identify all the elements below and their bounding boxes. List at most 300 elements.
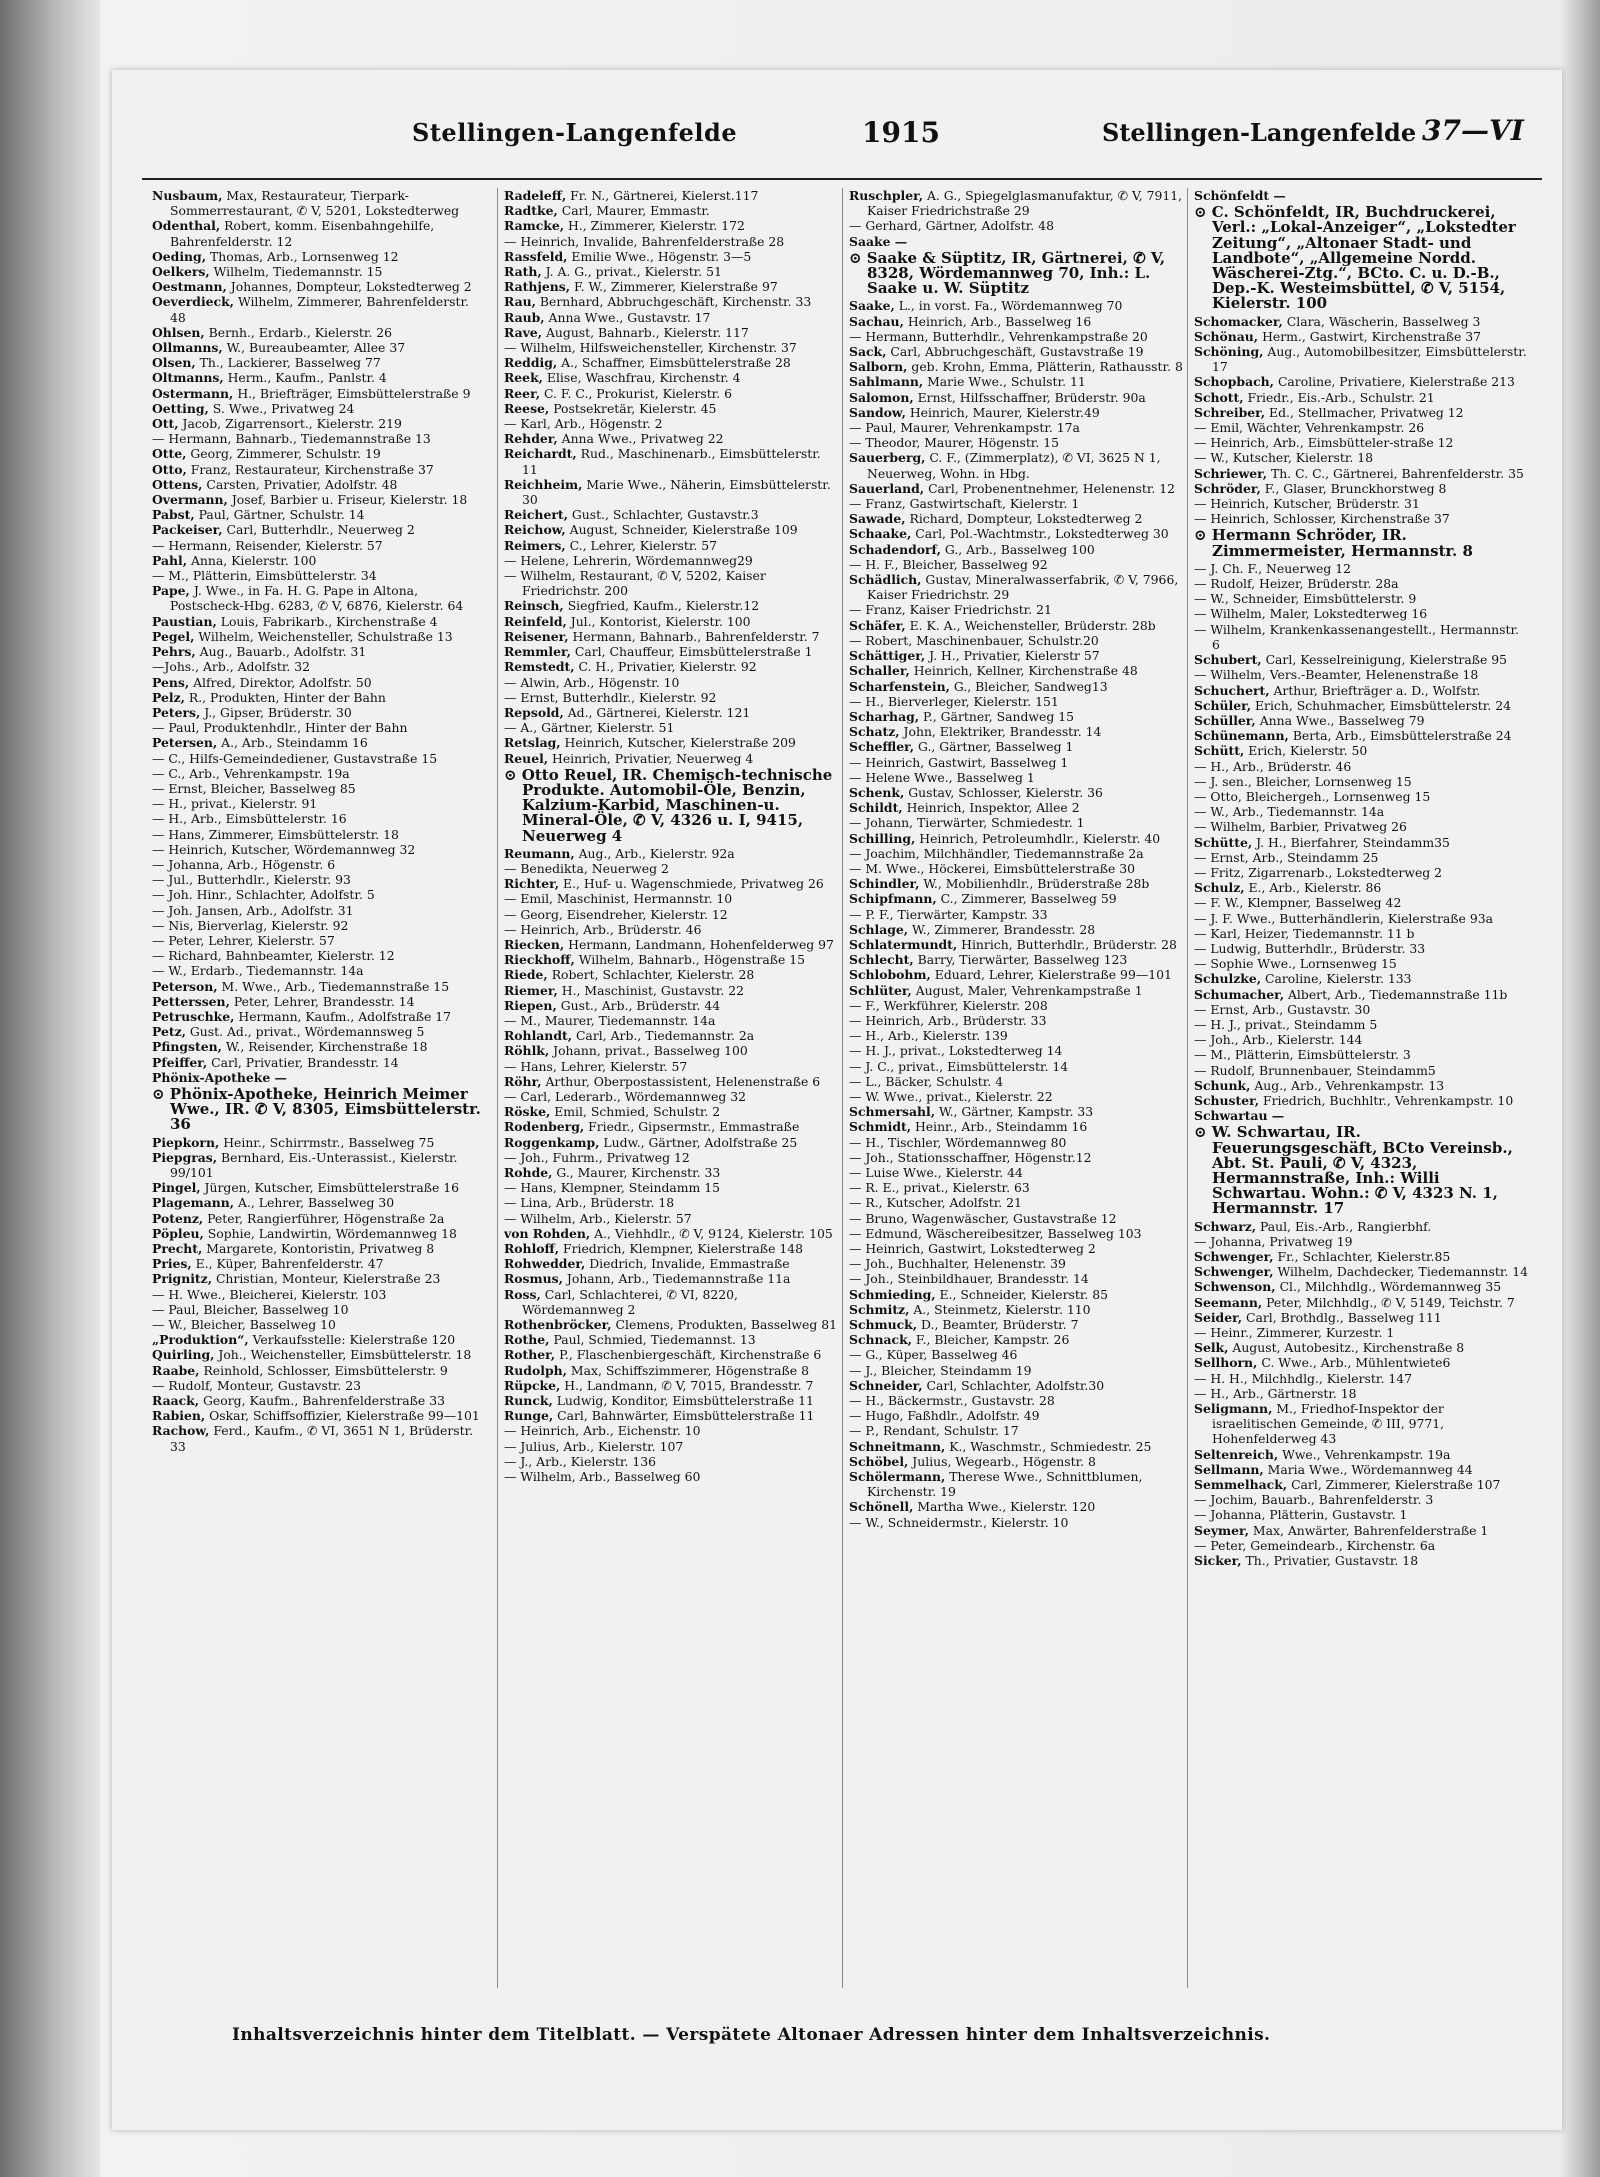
directory-entry xyxy=(152,538,487,553)
entry-name: Schildt, xyxy=(849,800,903,816)
directory-entry xyxy=(152,218,487,248)
directory-entry xyxy=(849,526,1184,541)
directory-entry xyxy=(1194,496,1529,511)
entry-details: E., Schneider, Kielerstr. 85 xyxy=(935,1286,1109,1302)
directory-entry xyxy=(504,1256,839,1271)
entry-name: Ohlsen, xyxy=(152,324,205,340)
entry-details: Martha Wwe., Kielerstr. 120 xyxy=(913,1499,1096,1515)
entry-name: Saake — xyxy=(849,233,908,249)
directory-entry xyxy=(152,1332,487,1347)
directory-entry xyxy=(504,1104,839,1119)
entry-details: IR. Zimmermeister, Hermannstr. 8 xyxy=(1212,526,1473,560)
directory-entry xyxy=(849,1180,1184,1195)
directory-entry xyxy=(152,1055,487,1070)
entry-details: — Wilhelm, Krankenkassenangestellt., Hermannstr. 6 xyxy=(1194,621,1519,652)
entry-details: Peter, Rangierführer, Högenstraße 2a xyxy=(203,1210,445,1226)
entry-details: J., Gipser, Brüderstr. 30 xyxy=(200,704,352,720)
directory-entry xyxy=(152,416,487,431)
directory-entry xyxy=(849,1347,1184,1362)
directory-entry xyxy=(849,907,1184,922)
directory-entry xyxy=(849,922,1184,937)
directory-entry xyxy=(504,1271,839,1286)
entry-details: Heinrich, Kutscher, Kielerstraße 209 xyxy=(560,735,796,751)
directory-entry xyxy=(849,1332,1184,1347)
directory-entry xyxy=(152,1180,487,1195)
entry-details: Th., Lackierer, Basselweg 77 xyxy=(195,355,381,371)
directory-entry xyxy=(504,1180,839,1195)
entry-name: Phönix-Apotheke — xyxy=(152,1069,287,1085)
directory-entry xyxy=(152,553,487,568)
entry-name: Ottens, xyxy=(152,476,203,492)
entry-details: — Lina, Arb., Brüderstr. 18 xyxy=(504,1195,675,1211)
directory-entry xyxy=(152,918,487,933)
entry-details: — Johanna, Privatweg 19 xyxy=(1194,1233,1353,1249)
directory-entry xyxy=(1194,1553,1529,1568)
directory-entry xyxy=(152,279,487,294)
entry-name: Reese, xyxy=(504,400,550,416)
entry-details: J. A. G., privat., Kielerstr. 51 xyxy=(541,264,722,280)
directory-entry xyxy=(152,766,487,781)
directory-entry xyxy=(504,1089,839,1104)
directory-entry xyxy=(1194,1017,1529,1032)
entry-name: Schmuck, xyxy=(849,1317,918,1333)
entry-name: Rehder, xyxy=(504,431,558,447)
directory-entry xyxy=(1194,606,1529,621)
directory-entry xyxy=(504,1135,839,1150)
directory-entry xyxy=(504,751,839,766)
directory-entry xyxy=(504,937,839,952)
directory-entry xyxy=(849,1302,1184,1317)
directory-entry xyxy=(504,218,839,233)
entry-name: Rabien, xyxy=(152,1408,206,1424)
directory-entry xyxy=(849,1241,1184,1256)
entry-name: Rassfeld, xyxy=(504,248,568,264)
entry-name: Rohloff, xyxy=(504,1241,560,1257)
directory-entry xyxy=(1194,819,1529,834)
entry-details: Anna Wwe., Gustavstr. 17 xyxy=(544,309,711,325)
entry-name: Pöpleu, xyxy=(152,1225,204,1241)
page-header xyxy=(112,110,1562,170)
directory-entry xyxy=(849,831,1184,846)
entry-details: — Paul, Produktenhdlr., Hinter der Bahn xyxy=(152,720,408,736)
entry-details: — A., Gärtner, Kielerstr. 51 xyxy=(504,720,675,736)
entry-details: — W., Schneider, Eimsbüttelerstr. 9 xyxy=(1194,591,1417,607)
entry-name: Selk, xyxy=(1194,1340,1229,1356)
directory-entry xyxy=(1194,759,1529,774)
directory-entry xyxy=(1194,466,1529,481)
directory-entry xyxy=(849,329,1184,344)
directory-entry xyxy=(1194,528,1529,558)
entry-details: L., in vorst. Fa., Wördemannweg 70 xyxy=(894,298,1123,314)
directory-entry xyxy=(1194,591,1529,606)
entry-name: Seemann, xyxy=(1194,1294,1263,1310)
directory-entry xyxy=(1194,1447,1529,1462)
directory-entry xyxy=(152,507,487,522)
entry-name: Oelkers, xyxy=(152,264,210,280)
entry-name: Schneider, xyxy=(849,1377,923,1393)
directory-entry xyxy=(849,1211,1184,1226)
entry-name: Runck, xyxy=(504,1393,553,1409)
directory-entry xyxy=(1194,1371,1529,1386)
entry-details: Jürgen, Kutscher, Eimsbüttelerstraße 16 xyxy=(200,1180,460,1196)
directory-entry xyxy=(504,1287,839,1317)
entry-details: — Robert, Maschinenbauer, Schulstr.20 xyxy=(849,632,1099,648)
entry-name: Schipfmann, xyxy=(849,891,937,907)
entry-name: Sack, xyxy=(849,344,887,360)
entry-details: — M., Plätterin, Eimsbüttelerstr. 34 xyxy=(152,568,377,584)
entry-details: Aug., Arb., Kielerstr. 92a xyxy=(574,845,735,861)
entry-details: Gustav, Schlosser, Kielerstr. 36 xyxy=(904,784,1103,800)
entry-details: — Heinrich, Kutscher, Wördemannweg 32 xyxy=(152,841,416,857)
entry-details: John, Elektriker, Brandesstr. 14 xyxy=(899,724,1102,740)
directory-entry xyxy=(1194,683,1529,698)
entry-details: — Otto, Bleichergeh., Lornsenweg 15 xyxy=(1194,788,1431,804)
entry-name: Rohde, xyxy=(504,1165,553,1180)
directory-entry xyxy=(152,781,487,796)
entry-details: F. W., Zimmerer, Kielerstraße 97 xyxy=(570,279,778,295)
directory-entry xyxy=(1194,1523,1529,1538)
entry-details: — P., Rendant, Schulstr. 17 xyxy=(849,1423,1019,1439)
entry-details: — W., Arb., Tiedemannstr. 14a xyxy=(1194,804,1385,820)
entry-name: Ollmanns, xyxy=(152,340,223,356)
directory-entry xyxy=(849,344,1184,359)
entry-name: Schönau, xyxy=(1194,328,1259,344)
directory-entry xyxy=(504,876,839,891)
directory-entry xyxy=(849,1226,1184,1241)
entry-name: Reichheim, xyxy=(504,476,583,492)
directory-entry xyxy=(504,538,839,553)
entry-details: Th., Privatier, Gustavstr. 18 xyxy=(1241,1553,1419,1569)
entry-name: Schmersahl, xyxy=(849,1104,936,1120)
entry-name: Rüpcke, xyxy=(504,1377,561,1393)
entry-details: Arthur, Oberpostassistent, Helenenstraße 6 xyxy=(541,1073,821,1089)
entry-details: — Ernst, Butterhdlr., Kielerstr. 92 xyxy=(504,689,717,705)
entry-details: Carl, Schlachterei, ✆ VI, 8220, Wördemannweg 2 xyxy=(522,1286,738,1317)
entry-details: Heinrich, Inspektor, Allee 2 xyxy=(902,800,1080,816)
directory-entry xyxy=(504,1059,839,1074)
entry-name: Rohlandt, xyxy=(504,1028,573,1044)
directory-entry xyxy=(1194,450,1529,465)
entry-name: Schopbach, xyxy=(1194,374,1274,390)
directory-entry xyxy=(152,1024,487,1039)
entry-name: Schütt, xyxy=(1194,743,1245,759)
entry-details: Wilhelm, Weichensteller, Schulstraße 13 xyxy=(194,628,453,644)
directory-entry xyxy=(504,294,839,309)
entry-name: Reichert, xyxy=(504,507,568,523)
directory-entry xyxy=(849,1378,1184,1393)
entry-details: H., Landmann, ✆ V, 7015, Brandesstr. 7 xyxy=(560,1377,814,1393)
directory-entry xyxy=(152,1256,487,1271)
entry-details: IR. ✆ V, 8305, Eimsbüttelerstr. 36 xyxy=(170,1100,481,1134)
entry-name: Schütte, xyxy=(1194,834,1253,850)
directory-entry xyxy=(504,1074,839,1089)
entry-details: — J., Bleicher, Steindamm 19 xyxy=(849,1362,1032,1378)
directory-entry xyxy=(1194,728,1529,743)
directory-entry xyxy=(849,248,1184,298)
entry-details: — Wilhelm, Vers.-Beamter, Helenenstraße 18 xyxy=(1194,667,1479,683)
entry-details: G., Maurer, Kirchenstr. 33 xyxy=(552,1165,721,1180)
entry-name: Scheffler, xyxy=(849,739,915,755)
entry-details: — Heinrich, Invalide, Bahrenfelderstraße 28 xyxy=(504,233,785,249)
entry-name: Overmann, xyxy=(152,492,228,508)
entry-details: — Hans, Zimmerer, Eimsbüttelerstr. 18 xyxy=(152,826,399,842)
entry-details: Aug., Arb., Vehrenkampstr. 13 xyxy=(1250,1077,1445,1093)
directory-entry xyxy=(152,1271,487,1286)
entry-details: — Rudolf, Monteur, Gustavstr. 23 xyxy=(152,1377,362,1393)
entry-details: Peter, Lehrer, Brandesstr. 14 xyxy=(229,993,415,1009)
entry-details: Thomas, Arb., Lornsenweg 12 xyxy=(206,248,399,264)
directory-entry xyxy=(504,720,839,735)
entry-name: Schlatermundt, xyxy=(849,936,958,952)
directory-entry xyxy=(849,648,1184,663)
entry-details: Heinr., Arb., Steindamm 16 xyxy=(911,1119,1088,1135)
directory-entry xyxy=(152,903,487,918)
entry-name: Pfeiffer, xyxy=(152,1054,208,1070)
entry-name: Reddig, xyxy=(504,355,558,371)
entry-details: Johann, privat., Basselweg 100 xyxy=(549,1043,748,1059)
entry-details: — Joh. Jansen, Arb., Adolfstr. 31 xyxy=(152,902,354,918)
directory-entry xyxy=(504,690,839,705)
entry-details: — Helene Wwe., Basselweg 1 xyxy=(849,769,1035,785)
entry-name: ⊙ C. Schönfeldt, xyxy=(1194,203,1331,222)
entry-details: — Heinrich, Gastwirt, Lokstedterweg 2 xyxy=(849,1241,1096,1257)
directory-entry xyxy=(504,431,839,446)
directory-entry xyxy=(849,952,1184,967)
entry-name: Remmler, xyxy=(504,644,571,660)
entry-details: — Wilhelm, Arb., Kielerstr. 57 xyxy=(504,1210,692,1226)
directory-entry xyxy=(849,1119,1184,1134)
entry-details: — R., Kutscher, Adolfstr. 21 xyxy=(849,1195,1022,1211)
entry-details: — W., Schneidermstr., Kielerstr. 10 xyxy=(849,1514,1069,1530)
entry-details: F., Bleicher, Kampstr. 26 xyxy=(911,1332,1070,1348)
entry-details: Gust., Arb., Brüderstr. 44 xyxy=(556,997,721,1013)
entry-details: — Bruno, Wagenwäscher, Gustavstraße 12 xyxy=(849,1210,1117,1226)
directory-entry xyxy=(504,1028,839,1043)
entry-details: W., Zimmerer, Brandesstr. 28 xyxy=(908,921,1096,937)
header-rule xyxy=(142,178,1542,180)
entry-name: Seider, xyxy=(1194,1309,1243,1325)
entry-name: von Rohden, xyxy=(504,1225,591,1241)
entry-name: Packeiser, xyxy=(152,522,223,538)
entry-details: Bernhard, Eis.-Unterassist., Kielerstr. 99/101 xyxy=(170,1149,458,1180)
directory-entry xyxy=(1194,1063,1529,1078)
directory-entry xyxy=(849,785,1184,800)
directory-entry xyxy=(849,663,1184,678)
entry-details: — Benedikta, Neuerweg 2 xyxy=(504,860,669,876)
entry-name: Reinfeld, xyxy=(504,613,567,629)
entry-name: ⊙ Hermann Schröder, xyxy=(1194,526,1377,545)
entry-details: Hinrich, Butterhdlr., Brüderstr. 28 xyxy=(957,936,1177,952)
entry-name: Schumacher, xyxy=(1194,986,1285,1002)
directory-entry xyxy=(1194,743,1529,758)
entry-details: — Wilhelm, Restaurant, ✆ V, 5202, Kaiser Friedrichstr. 200 xyxy=(504,568,766,599)
directory-entry xyxy=(152,355,487,370)
entry-details: Marie Wwe., Schulstr. 11 xyxy=(923,374,1086,390)
entry-details: Franz, Restaurateur, Kirchenstraße 37 xyxy=(186,461,434,477)
entry-details: Johannes, Dompteur, Lokstedterweg 2 xyxy=(226,279,472,295)
entry-details: — Joh. Hinr., Schlachter, Adolfstr. 5 xyxy=(152,887,375,903)
directory-entry xyxy=(849,891,1184,906)
directory-entry xyxy=(152,629,487,644)
entry-details: Joh., Weichensteller, Eimsbüttelerstr. 18 xyxy=(214,1347,472,1363)
column-4 xyxy=(1187,188,1529,1988)
entry-details: — Joh., Buchhalter, Helenenstr. 39 xyxy=(849,1256,1066,1272)
directory-entry xyxy=(849,602,1184,617)
entry-name: Schriewer, xyxy=(1194,465,1268,481)
directory-entry xyxy=(504,370,839,385)
entry-details: Clemens, Produkten, Basselweg 81 xyxy=(611,1317,838,1333)
entry-name: Odenthal, xyxy=(152,218,221,234)
directory-entry xyxy=(849,1195,1184,1210)
entry-name: Otte, xyxy=(152,446,187,462)
entry-details: A. G., Spiegelglasmanufaktur, ✆ V, 7911, Kaiser Friedrichstraße 29 xyxy=(867,188,1183,219)
entry-name: Sahlmann, xyxy=(849,374,924,390)
entry-details: — Gerhard, Gärtner, Adolfstr. 48 xyxy=(849,218,1054,234)
directory-entry xyxy=(849,846,1184,861)
directory-entry xyxy=(1194,1032,1529,1047)
entry-details: — Joh., Steinbildhauer, Brandesstr. 14 xyxy=(849,1271,1089,1287)
entry-name: Reisener, xyxy=(504,628,569,644)
entry-details: Hermann, Landmann, Hohenfelderweg 97 xyxy=(564,936,834,952)
directory-entry xyxy=(1194,911,1529,926)
entry-name: Plagemann, xyxy=(152,1195,235,1211)
entry-details: Friedrich, Klempner, Kielerstraße 148 xyxy=(559,1241,804,1257)
directory-entry xyxy=(849,815,1184,830)
directory-entry xyxy=(152,1226,487,1241)
directory-entry xyxy=(1194,1355,1529,1370)
entry-details: Carsten, Privatier, Adolfstr. 48 xyxy=(202,476,398,492)
entry-name: Scharfenstein, xyxy=(849,678,950,694)
directory-entry xyxy=(1194,1462,1529,1477)
directory-entry xyxy=(152,796,487,811)
entry-details: — Helene, Lehrerin, Wördemannweg29 xyxy=(504,552,753,568)
directory-entry xyxy=(1194,481,1529,496)
entry-details: — Joh., Stationsschaffner, Högenstr.12 xyxy=(849,1149,1092,1165)
entry-name: Saake, xyxy=(849,298,895,314)
entry-name: Schnack, xyxy=(849,1332,912,1348)
directory-entry xyxy=(152,644,487,659)
directory-entry xyxy=(849,218,1184,233)
directory-entry xyxy=(152,431,487,446)
directory-entry xyxy=(504,659,839,674)
directory-entry xyxy=(1194,1108,1529,1123)
directory-entry xyxy=(849,1028,1184,1043)
entry-name: Piepkorn, xyxy=(152,1134,220,1150)
directory-entry xyxy=(1194,205,1529,311)
entry-details: — Ernst, Arb., Steindamm 25 xyxy=(1194,849,1379,865)
entry-details: Max, Schiffszimmerer, Högenstraße 8 xyxy=(566,1362,809,1378)
entry-details: Marie Wwe., Näherin, Eimsbüttelerstr. 30 xyxy=(522,476,831,508)
entry-details: — Jul., Butterhdlr., Kielerstr. 93 xyxy=(152,872,351,888)
entry-details: — M. Wwe., Höckerei, Eimsbüttelerstraße 30 xyxy=(849,860,1136,876)
entry-details: — Heinrich, Arb., Eimsbütteler-straße 12 xyxy=(1194,435,1454,451)
entry-details: IR. Chemisch-technische Produkte. Automobil-Öle, Benzin, Kalzium-Karbid, Maschinen-u. Mineral-Öle, ✆ V, 4326 u. I, 9415, Neuerweg 4 xyxy=(522,765,833,845)
entry-details: — H., Arb., Brüderstr. 46 xyxy=(1194,758,1352,774)
directory-entry xyxy=(1194,926,1529,941)
directory-entry xyxy=(152,1070,487,1085)
directory-entry xyxy=(152,933,487,948)
directory-entry xyxy=(152,446,487,461)
entry-details: G., Arb., Basselweg 100 xyxy=(940,541,1095,557)
directory-entry xyxy=(504,861,839,876)
directory-entry xyxy=(152,568,487,583)
entry-details: — M., Maurer, Tiedemannstr. 14a xyxy=(504,1012,716,1028)
entry-details: Heinrich, Petroleumhdlr., Kielerstr. 40 xyxy=(915,830,1161,846)
entry-name: Schwenger, xyxy=(1194,1264,1274,1280)
entry-details: Heinr., Schirrmstr., Basselweg 75 xyxy=(219,1134,435,1150)
directory-entry xyxy=(152,492,487,507)
directory-entry xyxy=(504,249,839,264)
directory-entry xyxy=(504,907,839,922)
entry-name: Pegel, xyxy=(152,628,195,644)
entry-name: Schwenger, xyxy=(1194,1249,1274,1265)
entry-details: M. Wwe., Arb., Tiedemannstraße 15 xyxy=(217,978,450,994)
entry-name: Schwartau — xyxy=(1194,1108,1285,1124)
directory-entry xyxy=(849,572,1184,602)
entry-details: — Luise Wwe., Kielerstr. 44 xyxy=(849,1165,1023,1180)
entry-details: — Hans, Klempner, Steindamm 15 xyxy=(504,1180,720,1196)
entry-name: Sauerberg, xyxy=(849,450,926,466)
directory-entry xyxy=(1194,835,1529,850)
directory-entry xyxy=(504,614,839,629)
entry-details: Carl, Bahnwärter, Eimsbüttelerstraße 11 xyxy=(553,1408,815,1424)
directory-entry xyxy=(504,1408,839,1423)
entry-details: Carl, Pol.-Wachtmstr., Lokstedterweg 30 xyxy=(911,526,1169,542)
entry-name: Rau, xyxy=(504,294,536,310)
entry-details: Diedrich, Invalide, Emmastraße xyxy=(585,1256,790,1272)
entry-name: Radtke, xyxy=(504,203,558,219)
entry-name: Rieckhoff, xyxy=(504,952,575,968)
entry-details: — Johann, Tierwärter, Schmiedestr. 1 xyxy=(849,815,1085,831)
entry-details: Emil, Schmied, Schulstr. 2 xyxy=(550,1104,721,1120)
directory-entry xyxy=(849,633,1184,648)
entry-details: H., Maschinist, Gustavstr. 22 xyxy=(557,982,745,998)
entry-details: W., Reisender, Kirchenstraße 18 xyxy=(221,1039,428,1055)
entry-details: — H., Bierverleger, Kielerstr. 151 xyxy=(849,693,1059,709)
directory-entry xyxy=(504,203,839,218)
entry-name: Schüler, xyxy=(1194,697,1252,713)
directory-entry xyxy=(152,842,487,857)
directory-entry xyxy=(1194,344,1529,374)
entry-details: Wilhelm, Tiedemannstr. 15 xyxy=(209,264,383,280)
entry-details: Carl, Privatier, Brandesstr. 14 xyxy=(207,1054,399,1070)
entry-details: — J. F. Wwe., Butterhändlerin, Kielerstraße 93a xyxy=(1194,910,1493,926)
entry-name: Schuster, xyxy=(1194,1092,1260,1108)
entry-name: Sauerland, xyxy=(849,480,925,496)
entry-name: Rosmus, xyxy=(504,1271,563,1287)
entry-details: — H., privat., Kielerstr. 91 xyxy=(152,796,318,812)
entry-details: — J., Arb., Kielerstr. 136 xyxy=(504,1453,656,1469)
entry-name: Schöning, xyxy=(1194,344,1264,360)
directory-entry xyxy=(504,340,839,355)
entry-name: Seymer, xyxy=(1194,1522,1249,1538)
directory-entry xyxy=(849,1408,1184,1423)
entry-name: Precht, xyxy=(152,1241,203,1257)
entry-details: Robert, komm. Eisenbahngehilfe, Bahrenfelderstr. 12 xyxy=(170,218,435,249)
entry-details: Herm., Kaufm., Panlstr. 4 xyxy=(223,370,387,386)
directory-entry xyxy=(152,827,487,842)
entry-details: Carl, Butterhdlr., Neuerweg 2 xyxy=(222,522,415,538)
entry-details: — R. E., privat., Kielerstr. 63 xyxy=(849,1180,1030,1196)
directory-entry xyxy=(504,1241,839,1256)
entry-details: — C., Hilfs-Gemeindediener, Gustavstraße 15 xyxy=(152,750,438,766)
entry-details: Ferd., Kaufm., ✆ VI, 3651 N 1, Brüderstr. 33 xyxy=(170,1423,474,1454)
directory-entry xyxy=(152,675,487,690)
directory-entry xyxy=(504,477,839,507)
directory-entry xyxy=(849,1150,1184,1165)
entry-details: R., Produkten, Hinter der Bahn xyxy=(184,689,386,705)
entry-name: Salomon, xyxy=(849,389,914,405)
